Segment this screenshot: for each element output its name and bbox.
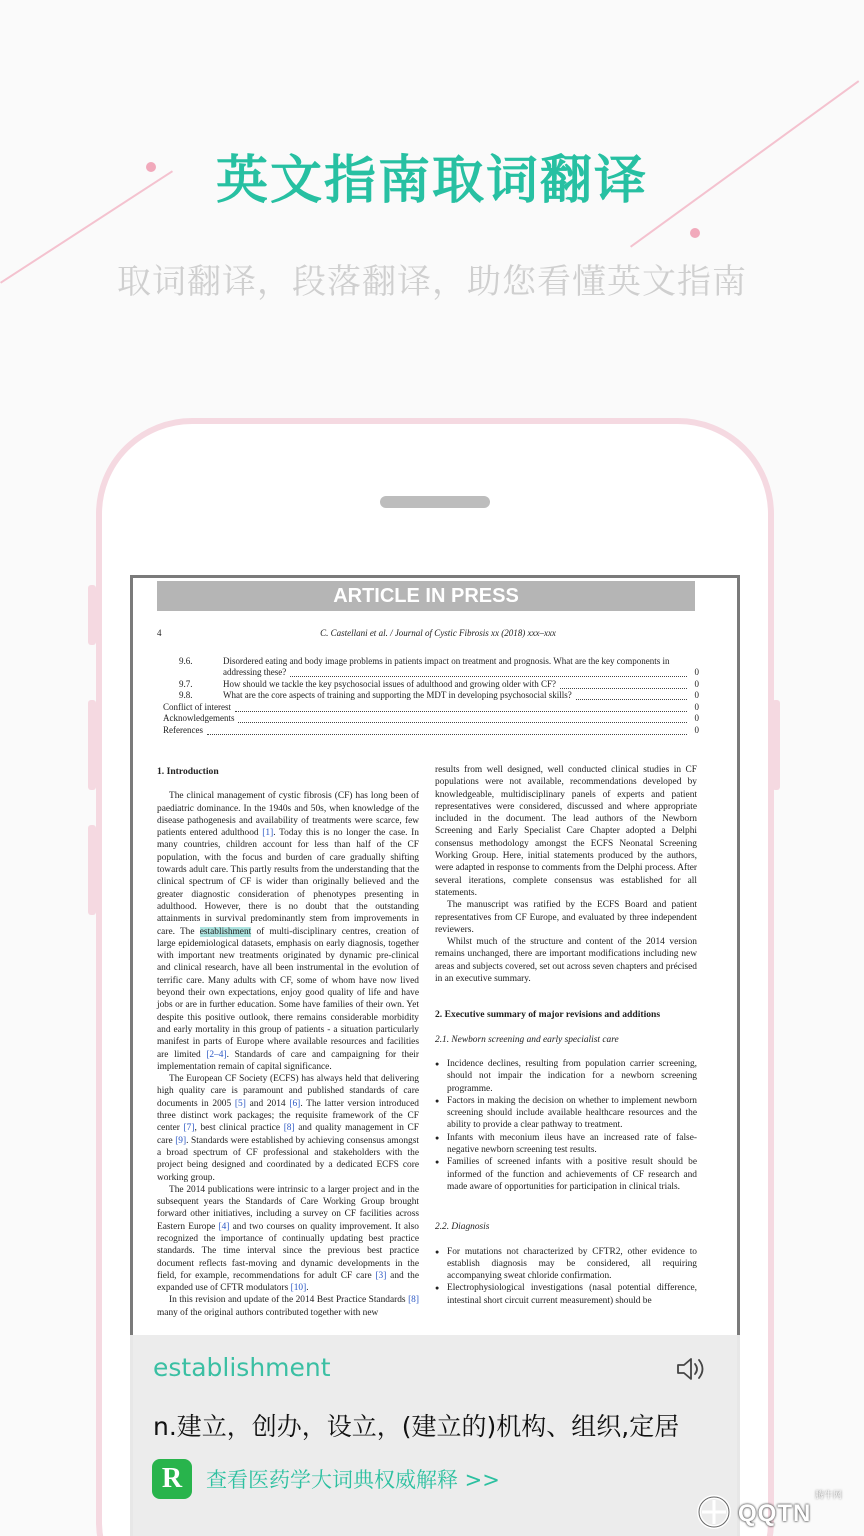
popup-definition: n.建立，创办，设立，(建立的)机构、组织,定居 [153, 1412, 680, 1441]
paragraph: The European CF Society (ECFS) has always held that delivering high quality care is paramount and published standards of care documents in 2005 [5] and 2014 [6]. The latter version introduced three distinct work packages; the requisite framework of the CF center [7], best clinical practice [8] and quality management in CF care [9]. Standards were established by achieving consensus amongst a broad spectrum of CF professional and stakeholders with the project being designed and coordinated by a dedicated ECFS core working group. [157, 1074, 419, 1183]
bullet-list [435, 1246, 697, 1307]
right-column [435, 764, 697, 1307]
citation-link[interactable]: [6] [289, 1098, 301, 1109]
promo-headline: 英文指南取词翻译 [215, 151, 648, 211]
phone-power-button [772, 700, 780, 790]
paragraph: The 2014 publications were intrinsic to a larger project and in the subsequent years the Standards of Care Working Group brought forward other initiatives, including a survey on CF facilities across Eastern Europe [4] and two courses on quality improvement. It also recognized the importance of continually updating best practice standards. The time interval since the previous best practice document reflects fast-moving and dynamic developments in the field, for example, recommendations for adult CF care [3] and the expanded use of CFTR modulators [10]. [157, 1184, 419, 1294]
bullet-list [435, 1058, 697, 1193]
watermark-small-text: 腾牛网 [814, 1491, 842, 1501]
list-item: ● Incidence declines, resulting from population carrier screening, should not impair the indication for a newborn screening programme. [435, 1058, 697, 1095]
phone-side-button [88, 585, 96, 645]
subsection-heading: 2.2. Diagnosis [435, 1222, 490, 1233]
speaker-icon[interactable] [675, 1355, 707, 1383]
toc-row: 9.8. What are the core aspects of training and supporting the MDT in developing psychosocial skills? 0 [179, 690, 699, 700]
left-column [157, 764, 419, 1319]
citation-link[interactable]: [10] [290, 1283, 307, 1294]
watermark-logo-icon [694, 1492, 734, 1532]
phone-volume-down [88, 825, 96, 915]
citation-link[interactable]: [8] [408, 1295, 419, 1306]
table-of-contents [163, 654, 699, 735]
paragraph: results from well designed, well conducted clinical studies in CF populations were not available, recommendations developed by knowledgeable, multidisciplinary panels of experts and patient representatives were considered, discussed and where appropriate included in the document. The lead authors of the Newborn Screening and Early Specialist Care Chapter adopted a Delphi consensus methodology amongst the ECFS Neonatal Screening Working Group. Here, initial statements produced by the authors, were adapted in response to comments from the Delphi process. After several iterations, complete consensus was established for all statements. [435, 765, 697, 898]
citation-link[interactable]: [3] [375, 1270, 387, 1281]
subsection-heading: 2.1. Newborn screening and early specialist care [435, 1034, 619, 1045]
list-item: ● For mutations not characterized by CFTR2, other evidence to establish diagnosis may be considered, all requiring accompanying sweat chloride confirmation. [435, 1246, 697, 1283]
dictionary-logo-icon: R [152, 1459, 192, 1499]
citation-link[interactable]: [7] [183, 1123, 195, 1134]
page-number: 4 [157, 628, 162, 638]
toc-row: Acknowledgements 0 [163, 713, 699, 723]
phone-volume-up [88, 700, 96, 790]
toc-row: 9.6. Disordered eating and body image problems in patients impact on treatment and prognosis. What are the key components in [179, 655, 670, 666]
decor-dot-right [690, 228, 700, 238]
citation-link[interactable]: [8] [283, 1123, 295, 1134]
popup-word: establishment [153, 1353, 331, 1382]
citation-link[interactable]: [4] [218, 1221, 230, 1232]
phone-speaker [380, 496, 490, 508]
paragraph: The clinical management of cystic fibrosis (CF) has long been of paediatric dominance. In the 1940s and 50s, when knowledge of the disease pathogenesis and availability of treatments were scarce, few patients entered adulthood [1]. Today this is no longer the case. In many countries, children account for less than half of the CF population, with the focus and burden of care gradually shifting towards adult care. This partly results from the understanding that the clinical spectrum of CF is wider than originally believed and the greater diagnostic consideration of phenotypes presenting in adulthood. However, there is no doubt that the outstanding attainments in survival predominantly stem from improvements in care. The establishment of multi-disciplinary centres, creation of large epidemiological datasets, emphasis on early diagnosis, together with important new treatments originated by dynamic pre-clinical and clinical research, have all been instrumental in the evolution of terrific care. Many adults with CF, some of whom have now lived beyond their own expectations, enjoy good quality of life and have jobs or are in further education. Some have families of their own. Yet despite this positive outlook, there remains considerable morbidity and early mortality in this group of patients - a situation particularly manifest in parts of Europe where available resources and facilities are limited [2–4]. Standards of care and campaigning for their implementation remain of capital significance. [157, 791, 419, 1072]
promo-subline: 取词翻译，段落翻译，助您看懂英文指南 [117, 262, 747, 302]
toc-row: 9.7. How should we tackle the key psychosocial issues of adulthood and growing older with CF? 0 [179, 678, 699, 689]
list-item: ● Infants with meconium ileus have an increased rate of false-negative newborn screening test results. [435, 1132, 697, 1157]
paragraph: Whilst much of the structure and content of the 2014 version remains unchanged, there are important modifications including new areas and subjects covered, set out across seven chapters and précised in an executive summary. [435, 937, 697, 985]
list-item: ● Families of screened infants with a positive result should be informed of the function and achievements of CF research and made aware of opportunities for participation in clinical trials. [435, 1156, 697, 1193]
list-item: ● Factors in making the decision on whether to implement newborn screening should include available healthcare resources and the ability to provide a clear pathway to treatment. [435, 1095, 697, 1132]
paragraph: The manuscript was ratified by the ECFS Board and patient representatives from CF Europe, and evaluated by three independent reviewers. [435, 900, 697, 935]
watermark-text: QQTN [738, 1500, 812, 1527]
citation-link[interactable]: [9] [175, 1135, 187, 1146]
toc-row: Conflict of interest 0 [163, 701, 699, 712]
citation-link[interactable]: [1] [262, 828, 274, 839]
site-watermark [694, 1488, 844, 1532]
list-item: ● Electrophysiological investigations (nasal potential difference, intestinal short circuit current measurement) should be [435, 1282, 697, 1307]
toc-row: addressing these? 0 [223, 667, 699, 677]
dictionary-link-label[interactable]: 查看医药学大词典权威解释 >> [206, 1468, 500, 1492]
citation-link[interactable]: [2–4] [206, 1049, 227, 1060]
citation-link[interactable]: [5] [234, 1098, 246, 1109]
dictionary-link[interactable] [152, 1459, 500, 1499]
paragraph: In this revision and update of the 2014 Best Practice Standards [8] many of the original authors contributed together with new [157, 1295, 419, 1318]
toc-row: References 0 [163, 724, 699, 735]
exec-summary-heading: 2. Executive summary of major revisions and additions [435, 1009, 661, 1021]
translation-popup [130, 1335, 740, 1536]
intro-heading: 1. Introduction [157, 766, 219, 777]
article-in-press-banner: ARTICLE IN PRESS [157, 581, 695, 611]
selected-word[interactable]: establishment [199, 926, 252, 937]
journal-line: C. Castellani et al. / Journal of Cystic Fibrosis xx (2018) xxx–xxx [320, 628, 556, 638]
